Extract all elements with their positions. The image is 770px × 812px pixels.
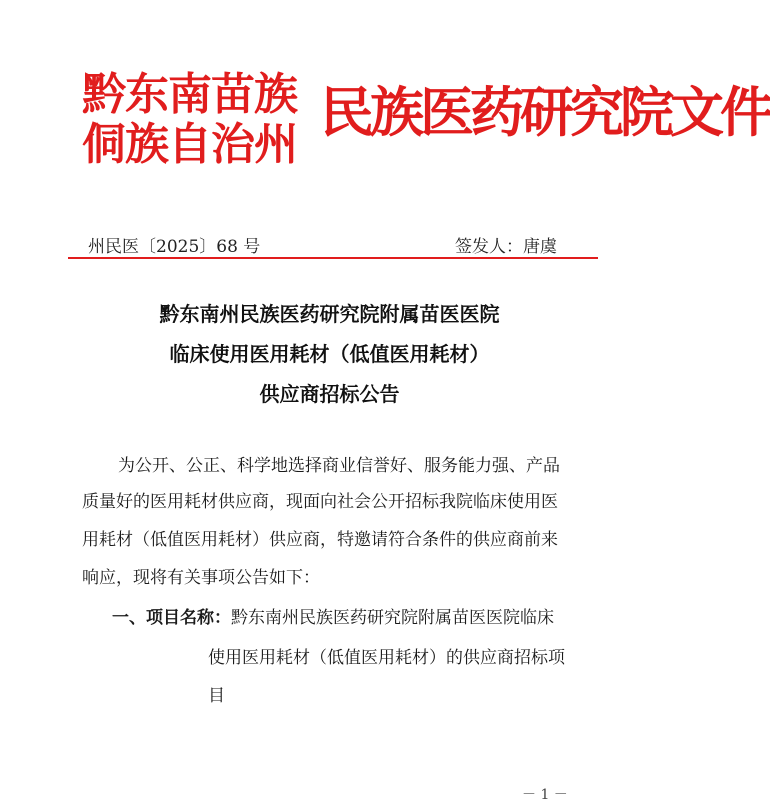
doc-number: 州民医〔2025〕68 号 <box>88 237 261 257</box>
title-line1: 黔东南州民族医药研究院附属苗医医院 <box>159 302 500 326</box>
title-line2: 临床使用医用耗材（低值医用耗材） <box>169 342 490 366</box>
signer: 签发人：唐虞 <box>455 237 557 257</box>
para1-line1: 为公开、公正、科学地选择商业信誉好、服务能力强、产品 <box>118 456 560 476</box>
para1-line4: 响应，现将有关事项公告如下： <box>82 568 320 588</box>
para1-line2: 质量好的医用耗材供应商，现面向社会公开招标我院临床使用医 <box>82 492 558 512</box>
section1-line1 <box>112 606 554 630</box>
section1-line2: 使用医用耗材（低值医用耗材）的供应商招标项 <box>208 648 565 668</box>
section1-line3: 目 <box>208 686 225 706</box>
para1-line3: 用耗材（低值医用耗材）供应商，特邀请符合条件的供应商前来 <box>82 530 558 550</box>
header-doc-title: 民族医药研究院文件 <box>320 80 770 144</box>
header-org-line2: 侗族自治州 <box>82 119 297 170</box>
section1-text-line1: 黔东南州民族医药研究院附属苗医医院临床 <box>231 608 554 628</box>
page-number: － 1 － <box>522 787 568 803</box>
header-org-line1: 黔东南苗族 <box>82 69 297 120</box>
header-red-rule <box>68 257 598 259</box>
title-line3: 供应商招标公告 <box>259 382 400 406</box>
section1-label: 一、项目名称： <box>112 608 231 628</box>
